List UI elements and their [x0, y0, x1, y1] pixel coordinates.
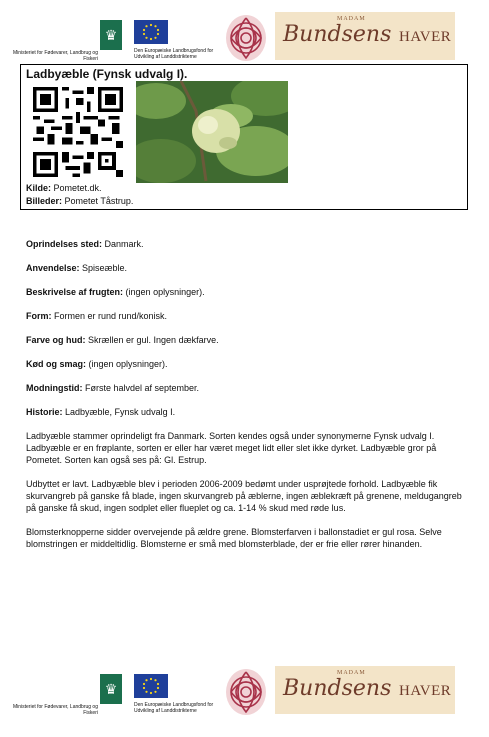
field-color-skin: [26, 334, 466, 346]
field-label: Anvendelse:: [26, 263, 80, 273]
qr-code-icon: [33, 87, 123, 177]
bottom-logo-strip: [0, 666, 489, 726]
brand-madam: MADAM: [337, 16, 366, 22]
header-box: [20, 64, 468, 210]
field-label: Historie:: [26, 407, 63, 417]
brand-madam: MADAM: [337, 670, 366, 676]
brand-name: Bundsens: [283, 676, 392, 701]
field-label: Kød og smag:: [26, 359, 86, 369]
field-label: Form:: [26, 311, 52, 321]
source-line: [26, 183, 102, 193]
field-origin: [26, 238, 466, 250]
paragraph-yield: Udbyttet er lavt. Ladbyæble blev i perioden 2006-2009 bedømt under usprøjtede forhold. Ladbyæble fik skurvangreb på ganske få blade, ingen skurvangreb på æblerne, ingen æblekræft på grenene, meldugangreb på ganske få skud, ingen sodplet eller flueplet og ca. 1-14 % skud med røde lus.: [26, 479, 462, 513]
crown-icon: ♛: [100, 20, 122, 50]
field-history: [26, 406, 466, 418]
eu-logo: [134, 20, 234, 66]
crown-icon: ♛: [100, 674, 122, 704]
page-title: Ladbyæble (Fynsk udvalg I).: [26, 67, 188, 81]
field-value: Ladbyæble, Fynsk udvalg I.: [62, 407, 176, 417]
rose-emblem-icon: [222, 12, 270, 64]
field-value: Skrællen er gul. Ingen dækfarve.: [85, 335, 219, 345]
field-shape: [26, 310, 466, 322]
eu-text: Den Europæiske Landbrugsfond for Udvikling af Landdistrikterne: [134, 48, 214, 60]
field-value: Danmark.: [102, 239, 144, 249]
brand-haver: HAVER: [399, 29, 452, 45]
top-logo-strip: [0, 12, 489, 72]
kilde-value: Pometet.dk.: [51, 183, 102, 193]
eu-flag-icon: [134, 674, 168, 698]
field-label: Oprindelses sted:: [26, 239, 103, 249]
field-flesh-taste: [26, 358, 466, 370]
eu-text: Den Europæiske Landbrugsfond for Udvikling af Landdistrikterne: [134, 702, 214, 714]
images-line: [26, 196, 133, 206]
brand-logo: [275, 666, 455, 714]
ministry-text: Ministeriet for Fødevarer, Landbrug og Fiskeri: [12, 704, 98, 716]
field-label: Farve og hud:: [26, 335, 86, 345]
brand-haver: HAVER: [399, 683, 452, 699]
field-value: Spiseæble.: [79, 263, 128, 273]
field-ripening: [26, 382, 466, 394]
ministry-logo: [12, 674, 126, 720]
ministry-text: Ministeriet for Fødevarer, Landbrug og Fiskeri: [12, 50, 98, 62]
billeder-label: Billeder:: [26, 196, 63, 206]
apple-photo: [136, 81, 288, 183]
billeder-value: Pometet Tåstrup.: [62, 196, 134, 206]
paragraph-blossom: Blomsterknopperne sidder overvejende på ældre grene. Blomsterfarven i ballonstadiet er gul rosa. Selve blomstringen er middeltidlig. Blomsterne er små med blomsterblade, der er frie eller rører hinanden.: [26, 527, 442, 549]
field-value: (ingen oplysninger).: [123, 287, 205, 297]
field-value: (ingen oplysninger).: [86, 359, 168, 369]
field-label: Modningstid:: [26, 383, 83, 393]
paragraph-origin: Ladbyæble stammer oprindeligt fra Danmark. Sorten kendes også under synonymerne Fynsk udvalg I. Ladbyæble er en frøplante, sorten er eller har været meget lidt eller slet ikke dyrket. Ladbyæble gror på Pometet. Sorten kan også ses på: Gl. Estrup.: [26, 431, 437, 465]
field-value: Formen er rund rund/konisk.: [51, 311, 168, 321]
brand-logo: [275, 12, 455, 60]
field-usage: [26, 262, 466, 274]
field-label: Beskrivelse af frugten:: [26, 287, 124, 297]
field-fruit-description: [26, 286, 466, 298]
eu-flag-icon: [134, 20, 168, 44]
description-content: [26, 238, 466, 562]
kilde-label: Kilde:: [26, 183, 52, 193]
field-value: Første halvdel af september.: [82, 383, 200, 393]
rose-emblem-icon: [222, 666, 270, 718]
eu-logo: [134, 674, 234, 720]
ministry-logo: [12, 20, 126, 66]
brand-name: Bundsens: [283, 22, 392, 47]
